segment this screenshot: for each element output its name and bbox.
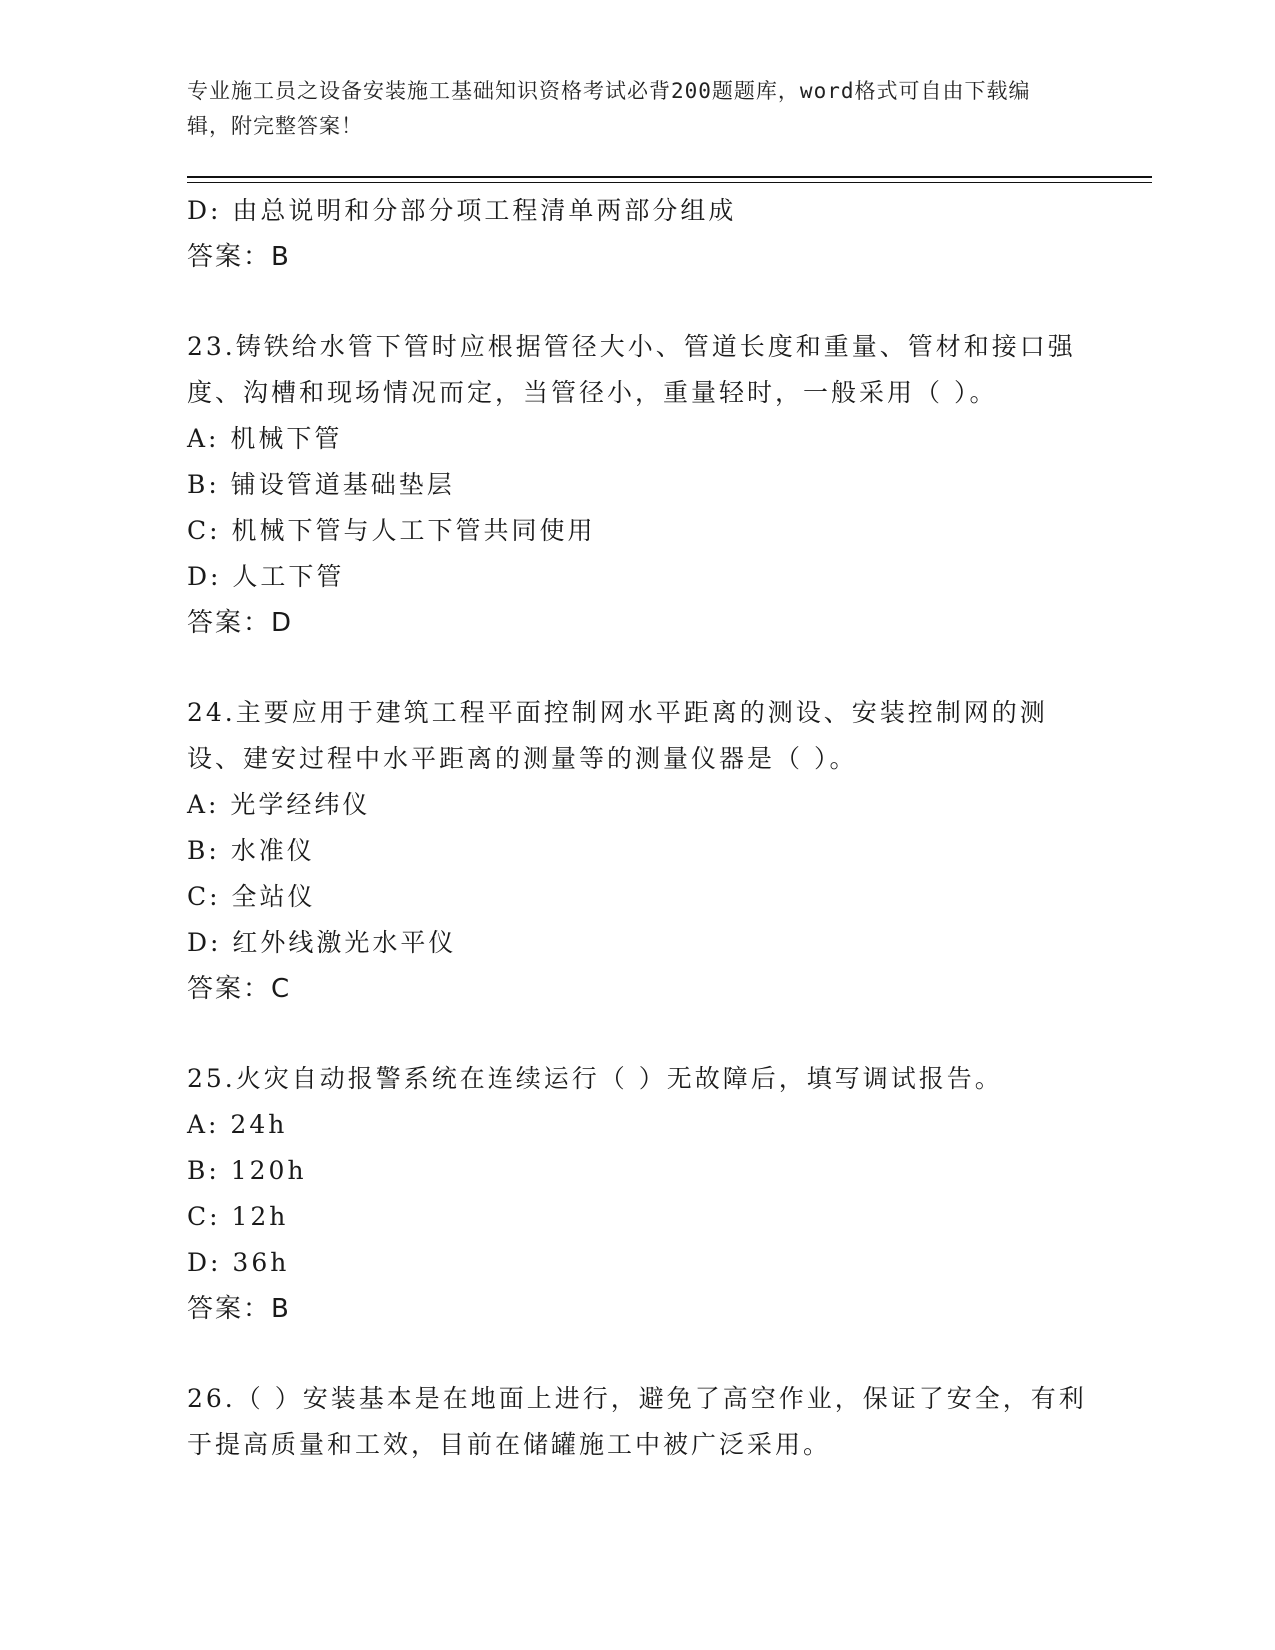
spacer bbox=[187, 280, 1087, 324]
spacer bbox=[187, 646, 1087, 690]
question-23-option-b: B: 铺设管道基础垫层 bbox=[187, 470, 455, 499]
prev-answer: 答案：B bbox=[187, 242, 291, 272]
page-header: 专业施工员之设备安装施工基础知识资格考试必背200题题库，word格式可自由下载编辑，附完整答案！ bbox=[187, 79, 1031, 138]
question-24-option-d: D: 红外线激光水平仪 bbox=[187, 928, 457, 957]
question-25-answer: 答案：B bbox=[187, 1294, 291, 1324]
question-23-option-d: D: 人工下管 bbox=[187, 562, 345, 591]
header-rule-thick bbox=[187, 176, 1152, 178]
question-25-text: 25.火灾自动报警系统在连续运行（ ）无故障后，填写调试报告。 bbox=[187, 1064, 1003, 1093]
question-24-answer: 答案：C bbox=[187, 974, 292, 1004]
question-23-option-a: A: 机械下管 bbox=[187, 424, 343, 453]
question-24-option-a: A: 光学经纬仪 bbox=[187, 790, 371, 819]
question-23-text: 23.铸铁给水管下管时应根据管径大小、管道长度和重量、管材和接口强度、沟槽和现场情况而定，当管径小，重量轻时，一般采用（ ）。 bbox=[187, 332, 1076, 407]
prev-option-d: D: 由总说明和分部分项工程清单两部分组成 bbox=[187, 196, 737, 225]
header-rule-thin bbox=[187, 182, 1152, 183]
question-24-option-c: C: 全站仪 bbox=[187, 882, 316, 911]
question-25-option-c: C: 12h bbox=[187, 1202, 289, 1231]
spacer bbox=[187, 1012, 1087, 1056]
question-24-text: 24.主要应用于建筑工程平面控制网水平距离的测设、安装控制网的测设、建安过程中水平距离的测量等的测量仪器是（ ）。 bbox=[187, 698, 1048, 773]
question-26-text: 26.（ ）安装基本是在地面上进行，避免了高空作业，保证了安全，有利于提高质量和工效，目前在储罐施工中被广泛采用。 bbox=[187, 1384, 1087, 1459]
spacer bbox=[187, 1332, 1087, 1376]
question-25-option-b: B: 120h bbox=[187, 1156, 307, 1185]
question-23-answer: 答案：D bbox=[187, 608, 294, 638]
question-25-option-a: A: 24h bbox=[187, 1110, 288, 1139]
question-24-option-b: B: 水准仪 bbox=[187, 836, 315, 865]
question-23-option-c: C: 机械下管与人工下管共同使用 bbox=[187, 516, 596, 545]
question-25-option-d: D: 36h bbox=[187, 1248, 290, 1277]
question-content bbox=[187, 188, 1087, 1468]
